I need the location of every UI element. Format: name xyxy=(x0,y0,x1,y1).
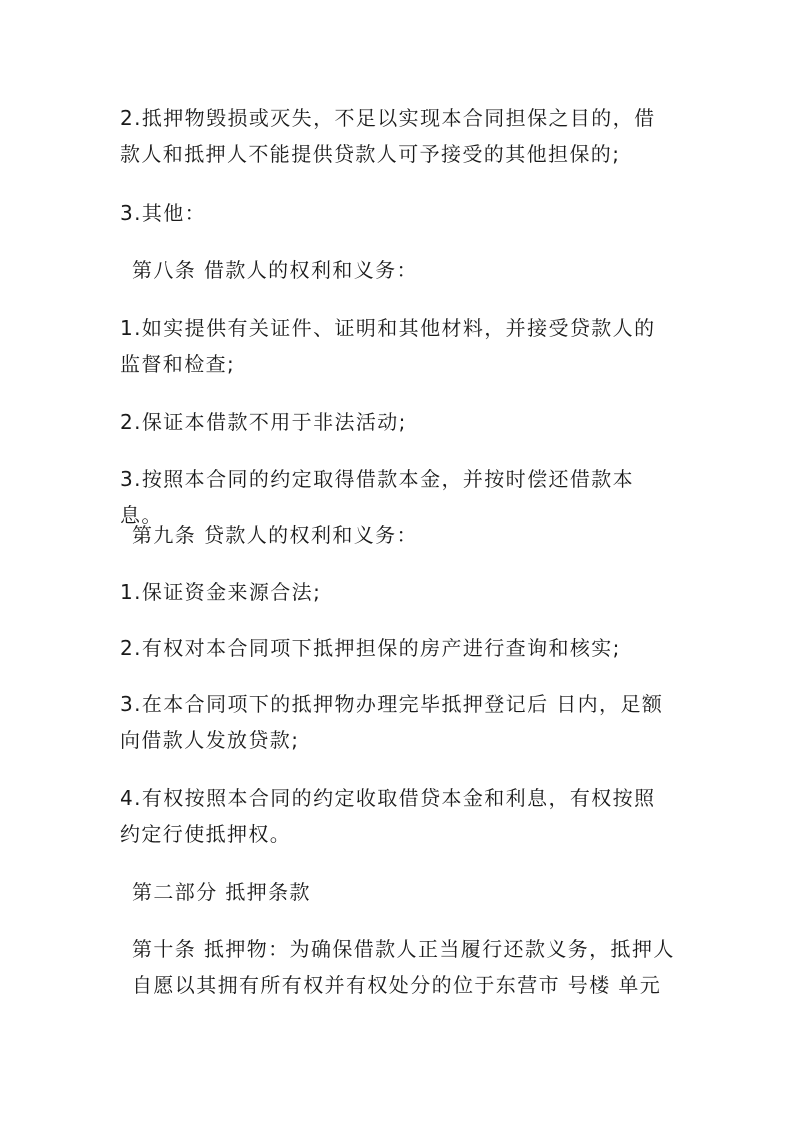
paragraph-article-8-item-3: 3.按照本合同的约定取得借款本金，并按时偿还借款本息。 xyxy=(120,467,635,527)
paragraph-article-9-item-3: 3.在本合同项下的抵押物办理完毕抵押登记后 日内，足额向借款人发放贷款; xyxy=(120,692,664,752)
paragraph-article-9-item-1: 1.保证资金来源合法; xyxy=(120,580,322,604)
paragraph-article-9-item-2: 2.有权对本合同项下抵押担保的房产进行查询和核实; xyxy=(120,636,621,660)
paragraph-article-8-item-1: 1.如实提供有关证件、证明和其他材料，并接受贷款人的监督和检查; xyxy=(120,316,656,376)
paragraph-article-10: 第十条 抵押物：为确保借款人正当履行还款义务，抵押人自愿以其拥有所有权并有权处分的位于东营市 号楼 单元 xyxy=(132,937,675,997)
heading-article-8: 第八条 借款人的权利和义务： xyxy=(132,258,418,282)
heading-article-9: 第九条 贷款人的权利和义务： xyxy=(132,523,418,547)
paragraph-article-8-item-2: 2.保证本借款不用于非法活动; xyxy=(120,410,407,434)
heading-part-2: 第二部分 抵押条款 xyxy=(132,880,311,904)
paragraph-article-9-item-4: 4.有权按照本合同的约定收取借贷本金和利息，有权按照约定行使抵押权。 xyxy=(120,786,656,846)
paragraph-clause-7-item-2: 2.抵押物毁损或灭失，不足以实现本合同担保之目的，借款人和抵押人不能提供贷款人可予接受的其他担保的; xyxy=(120,106,656,166)
paragraph-clause-7-item-3: 3.其他： xyxy=(120,201,207,225)
